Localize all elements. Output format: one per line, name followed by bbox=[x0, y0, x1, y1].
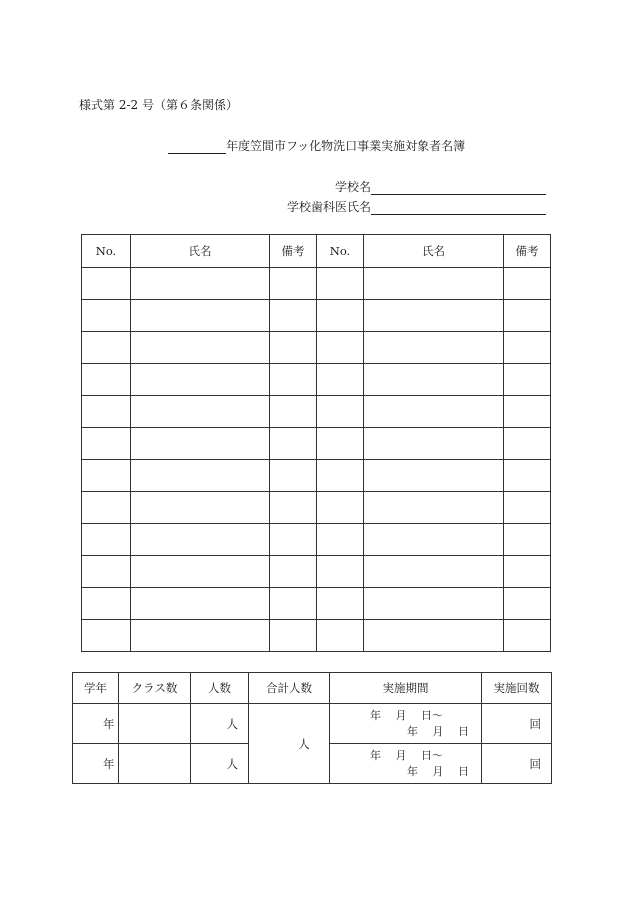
document-title bbox=[168, 137, 465, 154]
roster-no-cell[interactable] bbox=[317, 364, 364, 396]
grade-cell[interactable]: 年 bbox=[73, 704, 119, 744]
roster-row bbox=[82, 300, 551, 332]
school-name-label: 学校名 bbox=[335, 180, 372, 194]
roster-remarks-cell[interactable] bbox=[504, 524, 551, 556]
roster-name-cell[interactable] bbox=[131, 620, 270, 652]
roster-remarks-cell[interactable] bbox=[270, 364, 317, 396]
roster-name-cell[interactable] bbox=[364, 428, 504, 460]
roster-remarks-cell[interactable] bbox=[504, 428, 551, 460]
roster-remarks-cell[interactable] bbox=[504, 556, 551, 588]
roster-header-name-right: 氏名 bbox=[364, 235, 504, 268]
roster-name-cell[interactable] bbox=[364, 492, 504, 524]
roster-no-cell[interactable] bbox=[317, 396, 364, 428]
roster-body bbox=[82, 268, 551, 652]
roster-name-cell[interactable] bbox=[131, 428, 270, 460]
summary-table bbox=[72, 672, 552, 784]
roster-name-cell[interactable] bbox=[364, 364, 504, 396]
roster-no-cell[interactable] bbox=[317, 524, 364, 556]
roster-no-cell[interactable] bbox=[82, 524, 131, 556]
roster-remarks-cell[interactable] bbox=[504, 620, 551, 652]
roster-name-cell[interactable] bbox=[364, 620, 504, 652]
roster-remarks-cell[interactable] bbox=[504, 300, 551, 332]
summary-header-grade: 学年 bbox=[73, 673, 119, 704]
roster-remarks-cell[interactable] bbox=[270, 268, 317, 300]
roster-name-cell[interactable] bbox=[131, 396, 270, 428]
roster-header-name-left: 氏名 bbox=[131, 235, 270, 268]
roster-row bbox=[82, 492, 551, 524]
form-number: 様式第 2-2 号（第６条関係） bbox=[79, 98, 238, 112]
persons-cell[interactable]: 人 bbox=[191, 744, 249, 784]
roster-name-cell[interactable] bbox=[131, 332, 270, 364]
roster-no-cell[interactable] bbox=[82, 396, 131, 428]
summary-header-row bbox=[73, 673, 552, 704]
roster-name-cell[interactable] bbox=[131, 588, 270, 620]
class-count-cell[interactable] bbox=[119, 704, 191, 744]
roster-header-no-right: No. bbox=[317, 235, 364, 268]
roster-row bbox=[82, 332, 551, 364]
period-cell[interactable] bbox=[330, 744, 482, 784]
roster-no-cell[interactable] bbox=[82, 332, 131, 364]
roster-remarks-cell[interactable] bbox=[270, 524, 317, 556]
roster-row bbox=[82, 428, 551, 460]
roster-row bbox=[82, 460, 551, 492]
summary-header-count: 実施回数 bbox=[482, 673, 552, 704]
period-start: 年 月 日〜 bbox=[370, 748, 443, 762]
count-cell[interactable]: 回 bbox=[482, 744, 552, 784]
roster-no-cell[interactable] bbox=[317, 588, 364, 620]
roster-name-cell[interactable] bbox=[364, 396, 504, 428]
roster-name-cell[interactable] bbox=[364, 588, 504, 620]
roster-remarks-cell[interactable] bbox=[270, 460, 317, 492]
roster-name-cell[interactable] bbox=[131, 492, 270, 524]
roster-name-cell[interactable] bbox=[364, 332, 504, 364]
roster-header-no-left: No. bbox=[82, 235, 131, 268]
roster-name-cell[interactable] bbox=[131, 364, 270, 396]
period-start: 年 月 日〜 bbox=[370, 708, 443, 722]
roster-remarks-cell[interactable] bbox=[504, 460, 551, 492]
roster-remarks-cell[interactable] bbox=[270, 588, 317, 620]
roster-name-cell[interactable] bbox=[364, 524, 504, 556]
roster-no-cell[interactable] bbox=[317, 620, 364, 652]
roster-row bbox=[82, 524, 551, 556]
roster-remarks-cell[interactable] bbox=[504, 588, 551, 620]
roster-name-cell[interactable] bbox=[364, 556, 504, 588]
roster-no-cell[interactable] bbox=[82, 620, 131, 652]
period-end: 年 月 日 bbox=[407, 764, 469, 778]
period-cell[interactable] bbox=[330, 704, 482, 744]
roster-name-cell[interactable] bbox=[131, 556, 270, 588]
roster-name-cell[interactable] bbox=[364, 300, 504, 332]
roster-remarks-cell[interactable] bbox=[270, 620, 317, 652]
roster-header-row bbox=[82, 235, 551, 268]
roster-no-cell[interactable] bbox=[317, 460, 364, 492]
roster-name-cell[interactable] bbox=[131, 460, 270, 492]
roster-remarks-cell[interactable] bbox=[270, 428, 317, 460]
summary-header-persons: 人数 bbox=[191, 673, 249, 704]
grade-cell[interactable]: 年 bbox=[73, 744, 119, 784]
roster-no-cell[interactable] bbox=[82, 492, 131, 524]
count-cell[interactable]: 回 bbox=[482, 704, 552, 744]
roster-no-cell[interactable] bbox=[317, 300, 364, 332]
roster-no-cell[interactable] bbox=[82, 556, 131, 588]
roster-table bbox=[81, 234, 551, 652]
roster-row bbox=[82, 556, 551, 588]
school-name-input-line[interactable] bbox=[371, 181, 546, 195]
total-unit: 人 bbox=[298, 736, 310, 751]
roster-remarks-cell[interactable] bbox=[270, 396, 317, 428]
summary-header-period: 実施期間 bbox=[330, 673, 482, 704]
roster-no-cell[interactable] bbox=[82, 268, 131, 300]
roster-no-cell[interactable] bbox=[82, 428, 131, 460]
roster-remarks-cell[interactable] bbox=[504, 364, 551, 396]
summary-row bbox=[73, 704, 552, 744]
roster-row bbox=[82, 620, 551, 652]
roster-remarks-cell[interactable] bbox=[270, 332, 317, 364]
roster-no-cell[interactable] bbox=[317, 492, 364, 524]
roster-remarks-cell[interactable] bbox=[270, 556, 317, 588]
roster-remarks-cell[interactable] bbox=[270, 300, 317, 332]
roster-remarks-cell[interactable] bbox=[504, 332, 551, 364]
roster-header-remarks-left: 備考 bbox=[270, 235, 317, 268]
year-blank-line[interactable] bbox=[168, 140, 226, 154]
school-name-field bbox=[335, 178, 546, 195]
roster-remarks-cell[interactable] bbox=[504, 492, 551, 524]
roster-no-cell[interactable] bbox=[317, 332, 364, 364]
roster-no-cell[interactable] bbox=[82, 588, 131, 620]
roster-row bbox=[82, 364, 551, 396]
roster-header-remarks-right: 備考 bbox=[504, 235, 551, 268]
summary-header-total: 合計人数 bbox=[249, 673, 330, 704]
roster-name-cell[interactable] bbox=[364, 460, 504, 492]
roster-no-cell[interactable] bbox=[317, 428, 364, 460]
school-dentist-field bbox=[287, 198, 546, 215]
roster-name-cell[interactable] bbox=[131, 524, 270, 556]
summary-header-class-count: クラス数 bbox=[119, 673, 191, 704]
roster-row bbox=[82, 268, 551, 300]
roster-no-cell[interactable] bbox=[317, 556, 364, 588]
roster-no-cell[interactable] bbox=[317, 268, 364, 300]
title-text: 年度笠間市フッ化物洗口事業実施対象者名簿 bbox=[226, 139, 466, 153]
total-persons-cell[interactable] bbox=[249, 704, 330, 784]
roster-remarks-cell[interactable] bbox=[504, 396, 551, 428]
roster-row bbox=[82, 396, 551, 428]
roster-no-cell[interactable] bbox=[82, 300, 131, 332]
roster-no-cell[interactable] bbox=[82, 460, 131, 492]
roster-name-cell[interactable] bbox=[131, 268, 270, 300]
roster-row bbox=[82, 588, 551, 620]
persons-cell[interactable]: 人 bbox=[191, 704, 249, 744]
roster-name-cell[interactable] bbox=[364, 268, 504, 300]
class-count-cell[interactable] bbox=[119, 744, 191, 784]
roster-no-cell[interactable] bbox=[82, 364, 131, 396]
roster-remarks-cell[interactable] bbox=[504, 268, 551, 300]
period-end: 年 月 日 bbox=[407, 724, 469, 738]
school-dentist-label: 学校歯科医氏名 bbox=[287, 200, 372, 214]
roster-remarks-cell[interactable] bbox=[270, 492, 317, 524]
roster-name-cell[interactable] bbox=[131, 300, 270, 332]
school-dentist-input-line[interactable] bbox=[371, 201, 546, 215]
